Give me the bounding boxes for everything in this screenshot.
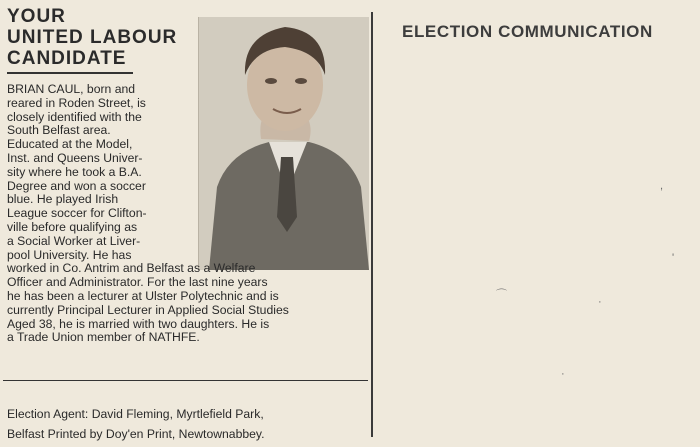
- fold-divider: [371, 12, 373, 437]
- headline-line-1: YOUR: [7, 6, 66, 27]
- headline: [7, 6, 207, 69]
- bio-line: Educated at the Model,: [7, 137, 133, 152]
- paper-blemish: ': [672, 252, 675, 264]
- headline-line-2: UNITED LABOUR: [7, 27, 178, 48]
- bio-line: blue. He played Irish: [7, 192, 119, 207]
- bio-line: Inst. and Queens Univer-: [7, 150, 143, 165]
- bio-line: currently Principal Lecturer in Applied Social Studies: [7, 302, 289, 317]
- headline-underline: [7, 72, 133, 74]
- bio-line: reared in Roden Street, is: [7, 95, 146, 110]
- election-agent-footer: [7, 404, 265, 444]
- paper-blemish: ,: [660, 180, 664, 192]
- paper-blemish: ⌒: [496, 289, 507, 301]
- paper-blemish: ·: [598, 296, 602, 308]
- bio-line: BRIAN CAUL, born and: [7, 82, 136, 96]
- bio-line: worked in Co. Antrim and Belfast as a Welfare: [7, 261, 256, 276]
- bio-line: a Social Worker at Liver-: [7, 233, 141, 248]
- bio-line: he has been a lecturer at Ulster Polytechnic and is: [7, 288, 279, 303]
- bio-line: South Belfast area.: [7, 123, 111, 138]
- bio-line: League soccer for Clifton-: [7, 206, 147, 221]
- bio-line: sity where he took a B.A.: [7, 164, 142, 179]
- footer-line: Election Agent: David Fleming, Myrtlefield Park,: [7, 407, 264, 421]
- bio-line: Officer and Administrator. For the last nine years: [7, 275, 268, 290]
- footer-divider: [3, 380, 368, 381]
- bio-line: closely identified with the: [7, 109, 142, 124]
- footer-line: Belfast Printed by Doy'en Print, Newtownabbey.: [7, 427, 265, 441]
- bio-line: Aged 38, he is married with two daughters. He is: [7, 316, 270, 331]
- candidate-bio: [7, 83, 289, 345]
- bio-line: a Trade Union member of NATHFE.: [7, 330, 200, 345]
- bio-line: pool University. He has: [7, 247, 132, 262]
- paper-blemish: ·: [561, 368, 565, 380]
- bio-line: Degree and won a soccer: [7, 178, 146, 193]
- election-communication-title: ELECTION COMMUNICATION: [402, 22, 653, 41]
- headline-line-3: CANDIDATE: [7, 48, 127, 69]
- bio-line: ville before qualifying as: [7, 219, 138, 234]
